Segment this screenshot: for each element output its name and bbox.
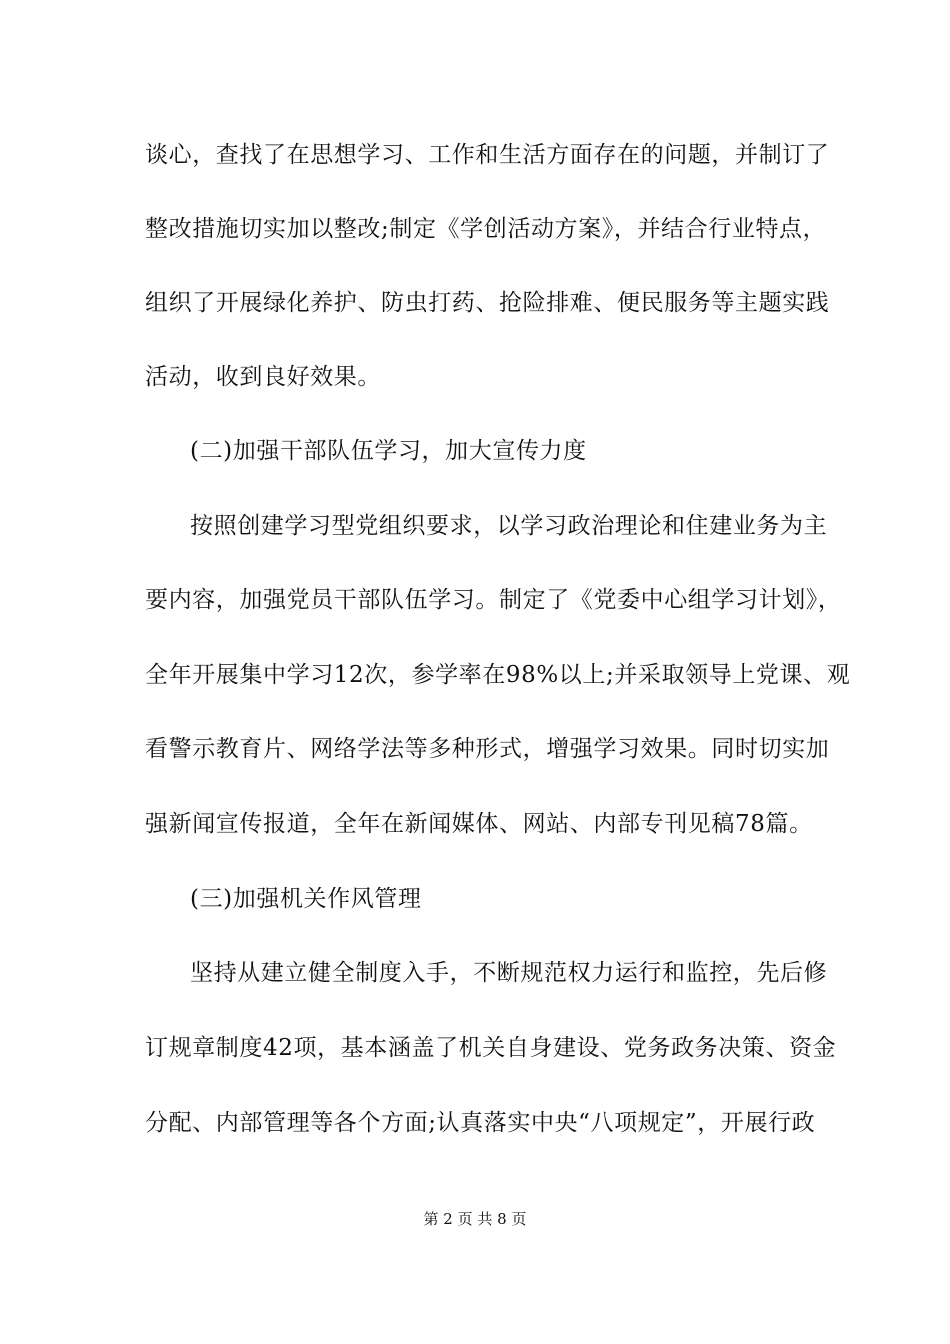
text-line-14: 分配、内部管理等各个方面;认真落实中央“八项规定”，开展行政	[145, 1110, 816, 1136]
section-heading-2: (二)加强干部队伍学习，加大宣传力度	[190, 438, 587, 464]
text-line-6: 按照创建学习型党组织要求，以学习政治理论和住建业务为主	[190, 513, 828, 539]
text-line-4: 活动，收到良好效果。	[145, 364, 381, 390]
text-line-10: 强新闻宣传报道，全年在新闻媒体、网站、内部专刊见稿78篇。	[145, 811, 813, 837]
page-number-footer: 第 2 页 共 8 页	[423, 1210, 527, 1228]
text-line-7: 要内容，加强党员干部队伍学习。制定了《党委中心组学习计划》，	[145, 587, 842, 613]
text-line-8: 全年开展集中学习12次，参学率在98%以上;并采取领导上党课、观	[145, 662, 851, 688]
text-line-9: 看警示教育片、网络学法等多种形式，增强学习效果。同时切实加	[145, 736, 830, 762]
text-line-1: 谈心，查找了在思想学习、工作和生活方面存在的问题，并制订了	[145, 142, 830, 168]
section-heading-3: (三)加强机关作风管理	[190, 886, 422, 912]
text-line-3: 组织了开展绿化养护、防虫打药、抢险排难、便民服务等主题实践	[145, 290, 830, 316]
text-line-12: 坚持从建立健全制度入手，不断规范权力运行和监控，先后修	[190, 960, 828, 986]
text-line-2: 整改措施切实加以整改;制定《学创活动方案》，并结合行业特点，	[145, 216, 827, 242]
text-line-13: 订规章制度42项，基本涵盖了机关自身建设、党务政务决策、资金	[145, 1035, 837, 1061]
